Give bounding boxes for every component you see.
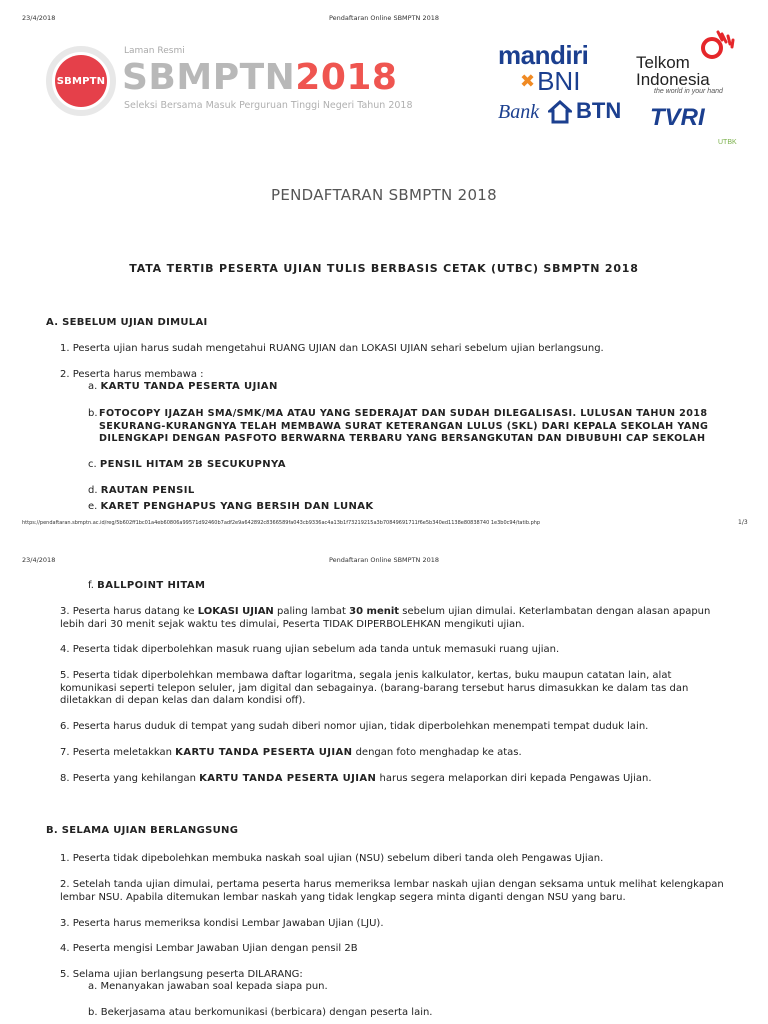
sbmptn-logo: [46, 46, 116, 116]
page-title: PENDAFTARAN SBMPTN 2018: [270, 186, 497, 204]
list-item: 8. Peserta yang kehilangan KARTU TANDA PESERTA UJIAN harus segera melaporkan diri kepada Pengawas Ujian.: [60, 773, 652, 784]
page-number: 1/3: [738, 519, 748, 526]
document-title: TATA TERTIB PESERTA UJIAN TULIS BERBASIS CETAK (UTBC) SBMPTN 2018: [129, 262, 639, 275]
brand-tagline: Seleksi Bersama Masuk Perguruan Tinggi Negeri Tahun 2018: [124, 100, 413, 111]
list-item: 3. Peserta harus memeriksa kondisi Lembar Jawaban Ujian (LJU).: [60, 918, 384, 929]
list-item: 6. Peserta harus duduk di tempat yang sudah diberi nomor ujian, tidak diperbolehkan menempati tempat duduk lain.: [60, 721, 649, 732]
sbmptn-logo-text: SBMPTN: [55, 55, 107, 107]
list-item: 1. Peserta tidak dipebolehkan membuka naskah soal ujian (NSU) sebelum diberi tanda oleh Pengawas Ujian.: [60, 853, 604, 864]
section-a-heading: A. SEBELUM UJIAN DIMULAI: [46, 317, 208, 328]
sub-item: d. RAUTAN PENSIL: [88, 485, 195, 496]
utbk-label: UTBK: [718, 139, 737, 146]
print-date: 23/4/2018: [22, 14, 56, 22]
sub-item: e. KARET PENGHAPUS YANG BERSIH DAN LUNAK: [88, 501, 374, 512]
print-title: Pendaftaran Online SBMPTN 2018: [328, 14, 440, 22]
list-item: 2. Peserta harus membawa :: [60, 369, 204, 380]
sub-item: FOTOCOPY IJAZAH SMA/SMK/MA ATAU YANG SEDERAJAT DAN SUDAH DILEGALISASI. LULUSAN TAHUN 2018 SEKURANG-KURANGNYA TELAH MEMBAWA SURAT KETERANGAN LULUS (SKL) DARI KEPALA SEKOLAH YANG DILENGKAPI DENGAN PASFOTO BERWARNA TERBARU YANG BERSANGKUTAN DAN DIBUBUHI CAP SEKOLAH: [99, 408, 709, 444]
list-item: 5. Peserta tidak diperbolehkan membawa daftar logaritma, segala jenis kalkulator, kertas, buku maupun catatan lain, alat komunikasi seperti telepon seluler, jam digital dan sebagainya. (barang-barang tersebut harus dimasukkan ke dalam tas dan diletakkan di depan kelas dan dalam kondisi off).: [60, 670, 689, 706]
sub-item: a. KARTU TANDA PESERTA UJIAN: [88, 381, 278, 392]
tvri-logo: TVRI: [650, 104, 705, 131]
sub-item: b. Bekerjasama atau berkomunikasi (berbicara) dengan peserta lain.: [88, 1007, 433, 1018]
laman-resmi: Laman Resmi: [124, 46, 185, 56]
bni-symbol-icon: ✖: [520, 71, 536, 91]
list-item: 3. Peserta harus datang ke LOKASI UJIAN paling lambat 30 menit sebelum ujian dimulai. Keterlambatan dengan alasan apapun lebih dari 30 menit sejak waktu tes dimulai, Peserta TIDAK DIPERBOLEHKAN mengikuti ujian.: [60, 606, 711, 630]
brand-title: [122, 58, 397, 98]
telkom-tagline: the world in your hand: [654, 88, 723, 95]
list-item: 7. Peserta meletakkan KARTU TANDA PESERTA UJIAN dengan foto menghadap ke atas.: [60, 747, 522, 758]
bni-logo: ✖BNI: [520, 66, 581, 96]
print-title: Pendaftaran Online SBMPTN 2018: [328, 556, 440, 564]
section-b-heading: B. SELAMA UJIAN BERLANGSUNG: [46, 825, 239, 836]
sub-item: c. PENSIL HITAM 2B SECUKUPNYA: [88, 459, 286, 470]
sub-item: a. Menanyakan jawaban soal kepada siapa pun.: [88, 981, 328, 992]
telkom-logo: Telkom Indonesia: [636, 53, 710, 89]
sub-item: f. BALLPOINT HITAM: [88, 580, 206, 591]
btn-house-icon: [548, 100, 572, 128]
brand-name: SBMPTN: [122, 57, 296, 98]
sub-item-letter: b.: [88, 408, 98, 419]
list-item: 2. Setelah tanda ujian dimulai, pertama peserta harus memeriksa lembar naskah ujian dengan seksama untuk melihat kelengkapan lembar NSU. Apabila ditemukan lembar naskah yang tidak lengkap segera minta diganti dengan NSU yang baru.: [60, 879, 724, 903]
print-date: 23/4/2018: [22, 556, 56, 564]
mandiri-logo: mandiri: [498, 40, 589, 70]
list-item: 5. Selama ujian berlangsung peserta DILARANG:: [60, 969, 303, 980]
list-item: 1. Peserta ujian harus sudah mengetahui RUANG UJIAN dan LOKASI UJIAN sehari sebelum ujian berlangsung.: [60, 343, 604, 354]
print-url: https://pendaftaran.sbmptn.ac.id/reg/5b602ff1bc01a4eb60806a99571d92460b7adf2e9a642892c8366589fa043cb9336ac4a13b1f73219215a3b70849691711f6e5b340ed1138e80838740 1e3b0c94/tatib.php: [22, 520, 541, 526]
btn-logo: BTN: [576, 98, 622, 123]
bank-label: Bank: [498, 101, 540, 123]
list-item: 4. Peserta mengisi Lembar Jawaban Ujian dengan pensil 2B: [60, 943, 358, 954]
brand-year: 2018: [295, 57, 398, 98]
list-item: 4. Peserta tidak diperbolehkan masuk ruang ujian sebelum ada tanda untuk memasuki ruang ujian.: [60, 644, 560, 655]
